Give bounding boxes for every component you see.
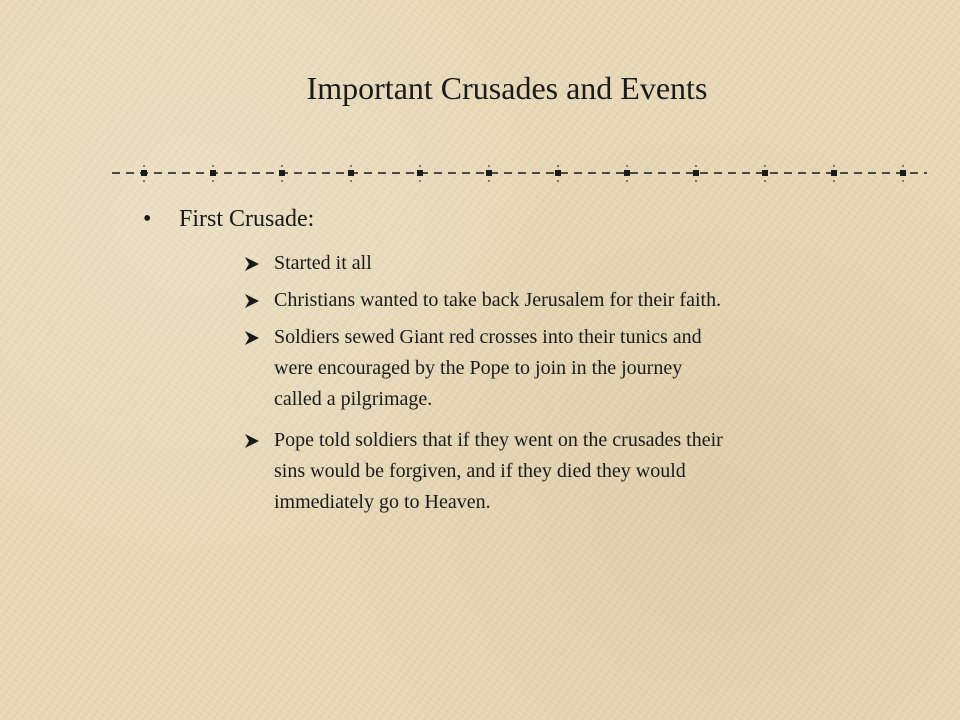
divider-marker: [417, 170, 423, 176]
divider-marker: [141, 170, 147, 176]
arrowhead-bullet-icon: [244, 256, 260, 272]
divider-marker: [279, 170, 285, 176]
list-item-line: sins would be forgiven, and if they died they would: [274, 460, 686, 482]
divider-marker: [762, 170, 768, 176]
heading-label: First Crusade:: [179, 206, 315, 232]
list-item-line: Soldiers sewed Giant red crosses into their tunics and: [274, 326, 702, 348]
arrowhead-bullet-icon: [244, 330, 260, 346]
list-item-text: [274, 425, 864, 518]
divider-marker: [210, 170, 216, 176]
list-item-line: Christians wanted to take back Jerusalem for their faith.: [274, 289, 722, 311]
list-item-line: immediately go to Heaven.: [274, 491, 491, 513]
list-item-text: [274, 322, 864, 415]
arrowhead-bullet-icon: [244, 433, 260, 449]
divider-marker: [831, 170, 837, 176]
list-item-line: Pope told soldiers that if they went on the crusades their: [274, 429, 723, 451]
divider-marker: [693, 170, 699, 176]
list-item-line: Started it all: [274, 252, 372, 274]
divider-marker: [486, 170, 492, 176]
bullet-icon: •: [143, 206, 152, 232]
list-item-text: [274, 248, 864, 279]
list-item-text: [274, 285, 864, 316]
divider-marker: [348, 170, 354, 176]
arrowhead-bullet-icon: [244, 293, 260, 309]
divider-marker: [624, 170, 630, 176]
dashed-divider: [112, 163, 927, 183]
list-item-line: were encouraged by the Pope to join in the journey: [274, 357, 683, 379]
list-item-line: called a pilgrimage.: [274, 388, 433, 410]
divider-marker: [900, 170, 906, 176]
divider-marker: [555, 170, 561, 176]
slide-title: Important Crusades and Events: [306, 70, 708, 106]
